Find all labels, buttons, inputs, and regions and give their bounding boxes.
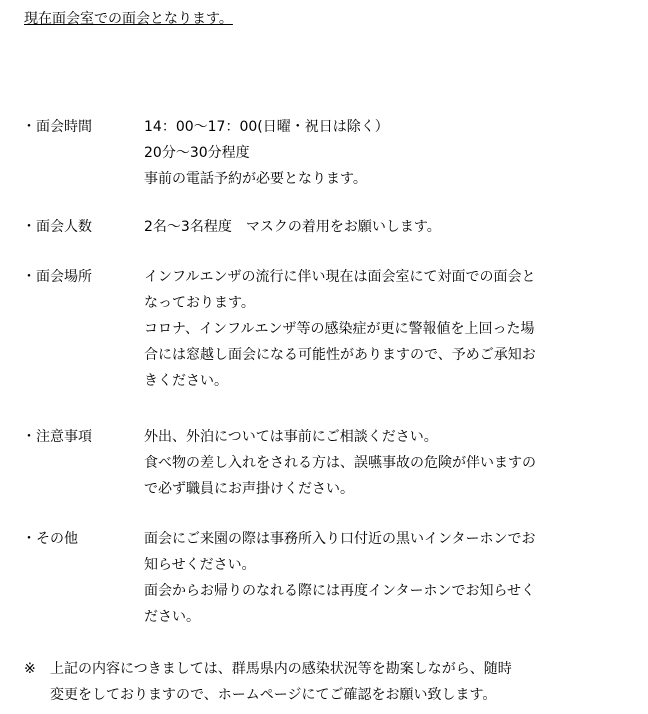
section-label: ・面会時間 (22, 119, 92, 135)
reference-mark: ※ (24, 661, 36, 677)
section-line: なっております。 (144, 295, 255, 311)
footnote-line: 変更をしておりますので、ホームページにてご確認をお願い致します。 (50, 687, 497, 703)
section-line: 外出、外泊については事前にご相談ください。 (144, 429, 438, 445)
section-body (144, 424, 638, 502)
section-line: インフルエンザの流行に伴い現在は面会室にて対面での面会と (144, 269, 536, 285)
section-label: ・注意事項 (22, 429, 92, 445)
section-line: 合には窓越し面会になる可能性がありますので、予めご承知お (144, 347, 536, 363)
section-line: ださい。 (144, 609, 200, 625)
section-label: ・面会場所 (22, 269, 92, 285)
section-line: 知らせください。 (144, 557, 256, 573)
section-line: 食べ物の差し入れをされる方は、誤嚥事故の危険が伴いますの (144, 455, 536, 471)
section-line: 面会にご来園の際は事務所入り口付近の黒いインターホンでお (144, 531, 536, 547)
page-title: 現在面会室での面会となります。 (24, 11, 233, 27)
section-line: 20分～30分程度 (144, 145, 250, 161)
section-body (144, 114, 638, 192)
section-label: ・面会人数 (22, 219, 92, 235)
section-line: 14：00～17：00(日曜・祝日は除く） (144, 119, 389, 135)
section-body (144, 264, 638, 394)
section-line: 2名～3名程度 マスクの着用をお願いします。 (144, 219, 441, 235)
section-line: 事前の電話予約が必要となります。 (144, 171, 367, 187)
section-body (144, 526, 638, 630)
section-line: で必ず職員にお声掛けください。 (144, 481, 354, 497)
section-line: コロナ、インフルエンザ等の感染症が更に警報値を上回った場 (144, 321, 535, 337)
section-line: きください。 (144, 373, 228, 389)
footnote-line: 上記の内容につきましては、群馬県内の感染状況等を勘案しながら、随時 (50, 661, 512, 677)
section-line: 面会からお帰りのなれる際には再度インターホンでお知らせく (144, 583, 536, 599)
section-body (144, 214, 638, 240)
section-label: ・その他 (22, 531, 78, 547)
